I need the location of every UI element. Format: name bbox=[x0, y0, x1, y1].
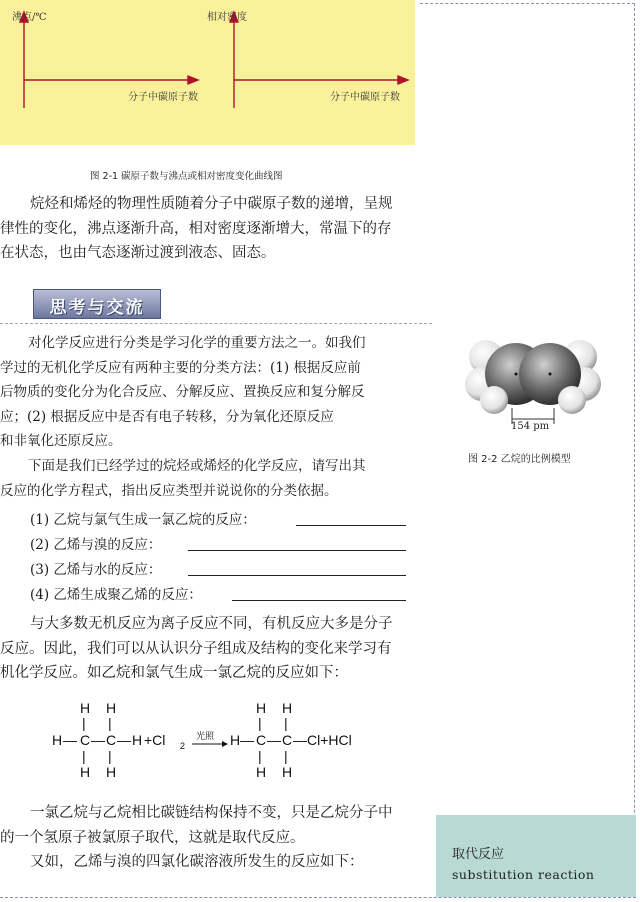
atom-h: H bbox=[80, 764, 91, 780]
text-line: 后物质的变化分为化合反应、分解反应、置换反应和复分解反 bbox=[0, 384, 365, 401]
right-y-axis-label: 相对密度 bbox=[207, 12, 247, 23]
section-divider bbox=[0, 323, 432, 324]
bond-vertical: | bbox=[82, 715, 86, 731]
bond-vertical: | bbox=[82, 748, 86, 764]
bond-vertical: | bbox=[258, 715, 262, 731]
figure-2-1-caption: 图 2-1 碳原子数与沸点或相对密度变化曲线图 bbox=[90, 171, 283, 182]
text-line: 烷烃和烯烃的物理性质随着分子中碳原子数的递增，呈规 bbox=[30, 196, 393, 212]
atom-c: C bbox=[256, 732, 267, 748]
left-x-axis-label: 分子中碳原子数 bbox=[128, 92, 198, 103]
text-line: 的一个氢原子被氯原子取代，这就是取代反应。 bbox=[0, 829, 305, 846]
text-line: 学过的无机化学反应有两种主要的分类方法：(1) 根据反应前 bbox=[0, 359, 361, 376]
atom-h: H bbox=[256, 700, 267, 716]
bond-vertical: | bbox=[108, 748, 112, 764]
text-line: 机化学反应。如乙烷和氯气生成一氯乙烷的反应如下： bbox=[0, 665, 348, 681]
atom-c: C bbox=[106, 732, 117, 748]
atom-h: H bbox=[106, 764, 117, 780]
reaction-condition: 光照 bbox=[196, 731, 215, 741]
answer-blank-1[interactable] bbox=[296, 525, 406, 526]
atom-h: H bbox=[230, 732, 241, 748]
atom-h: H bbox=[80, 700, 91, 716]
text-line: 对化学反应进行分类是学习化学的重要方法之一。如我们 bbox=[28, 335, 366, 351]
text-line: 应；(2) 根据反应中是否有电子转移，分为氧化还原反应 bbox=[0, 408, 334, 425]
right-x-arrow bbox=[398, 76, 408, 84]
text-line: 反应的化学方程式，指出反应类型并说说你的分类依据。 bbox=[0, 482, 338, 499]
question-3: (3) 乙烯与水的反应： bbox=[30, 562, 162, 578]
text-line: 和非氧化还原反应。 bbox=[0, 433, 122, 450]
cl2-subscript: 2 bbox=[180, 741, 186, 751]
answer-blank-2[interactable] bbox=[188, 550, 406, 551]
reaction-arrow bbox=[192, 740, 228, 748]
bond-horizontal: — bbox=[117, 732, 131, 748]
text-line: 在状态，也由气态逐渐过渡到液态、固态。 bbox=[0, 245, 276, 261]
bond-vertical: | bbox=[108, 715, 112, 731]
atom-h: H bbox=[256, 764, 267, 780]
atom-h: H bbox=[52, 732, 63, 748]
term-chinese: 取代反应 bbox=[452, 847, 505, 862]
atom-h: H bbox=[106, 700, 117, 716]
answer-blank-4[interactable] bbox=[232, 600, 406, 601]
bond-horizontal: — bbox=[91, 732, 105, 748]
page-frame-right bbox=[634, 3, 635, 898]
paragraph-substitution bbox=[0, 801, 432, 875]
atom-h: H bbox=[132, 732, 143, 748]
bond-horizontal: — bbox=[240, 732, 254, 748]
question-4: (4) 乙烯生成聚乙烯的反应： bbox=[30, 587, 202, 603]
atom-h: H bbox=[282, 764, 293, 780]
text-line: 反应。因此，我们可以从认识分子组成及结构的变化来学习有 bbox=[0, 640, 392, 657]
atom-h: H bbox=[282, 700, 293, 716]
chlorine-plus-hcl: —Cl+HCl bbox=[293, 732, 352, 748]
ethane-scale-label: 154 pm bbox=[511, 421, 550, 432]
right-x-axis-label: 分子中碳原子数 bbox=[330, 92, 400, 103]
text-line: 一氯乙烷与乙烷相比碳链结构保持不变，只是乙烷分子中 bbox=[30, 805, 393, 821]
question-1: (1) 乙烷与氯气生成一氯乙烷的反应： bbox=[30, 512, 256, 528]
left-y-axis-label: 沸点/℃ bbox=[12, 12, 47, 23]
figure-2-1-panel bbox=[0, 0, 415, 145]
text-line: 律性的变化，沸点逐渐升高，相对密度逐渐增大，常温下的存 bbox=[0, 220, 392, 237]
page-frame-top bbox=[420, 3, 635, 4]
bond-vertical: | bbox=[258, 748, 262, 764]
atom-c: C bbox=[282, 732, 293, 748]
text-line: 下面是我们已经学过的烷烃或烯烃的化学反应，请写出其 bbox=[28, 457, 366, 474]
bond-vertical: | bbox=[284, 715, 288, 731]
question-2: (2) 乙烯与溴的反应： bbox=[30, 537, 162, 553]
think-exchange-intro bbox=[0, 331, 432, 503]
bond-horizontal: — bbox=[267, 732, 281, 748]
atom-c: C bbox=[80, 732, 91, 748]
bond-vertical: | bbox=[284, 748, 288, 764]
answer-blank-3[interactable] bbox=[188, 575, 406, 576]
sidebar-term-box bbox=[436, 815, 636, 897]
figure-2-2-caption: 图 2-2 乙烷的比例模型 bbox=[468, 454, 571, 465]
bond-horizontal: — bbox=[63, 732, 77, 748]
text-line: 又如，乙烯与溴的四氯化碳溶液所发生的反应如下： bbox=[30, 854, 364, 870]
page-frame-bottom bbox=[0, 897, 636, 898]
think-exchange-heading bbox=[33, 289, 161, 319]
text-line: 与大多数无机反应为离子反应不同，有机反应大多是分子 bbox=[30, 616, 393, 632]
term-english: substitution reaction bbox=[452, 867, 595, 882]
paragraph-organic-reactions bbox=[0, 612, 432, 686]
left-x-arrow bbox=[188, 76, 198, 84]
think-exchange-title: 思考与交流 bbox=[49, 298, 145, 318]
plus-chlorine: +Cl bbox=[144, 732, 166, 748]
paragraph-physical-properties bbox=[0, 192, 432, 266]
